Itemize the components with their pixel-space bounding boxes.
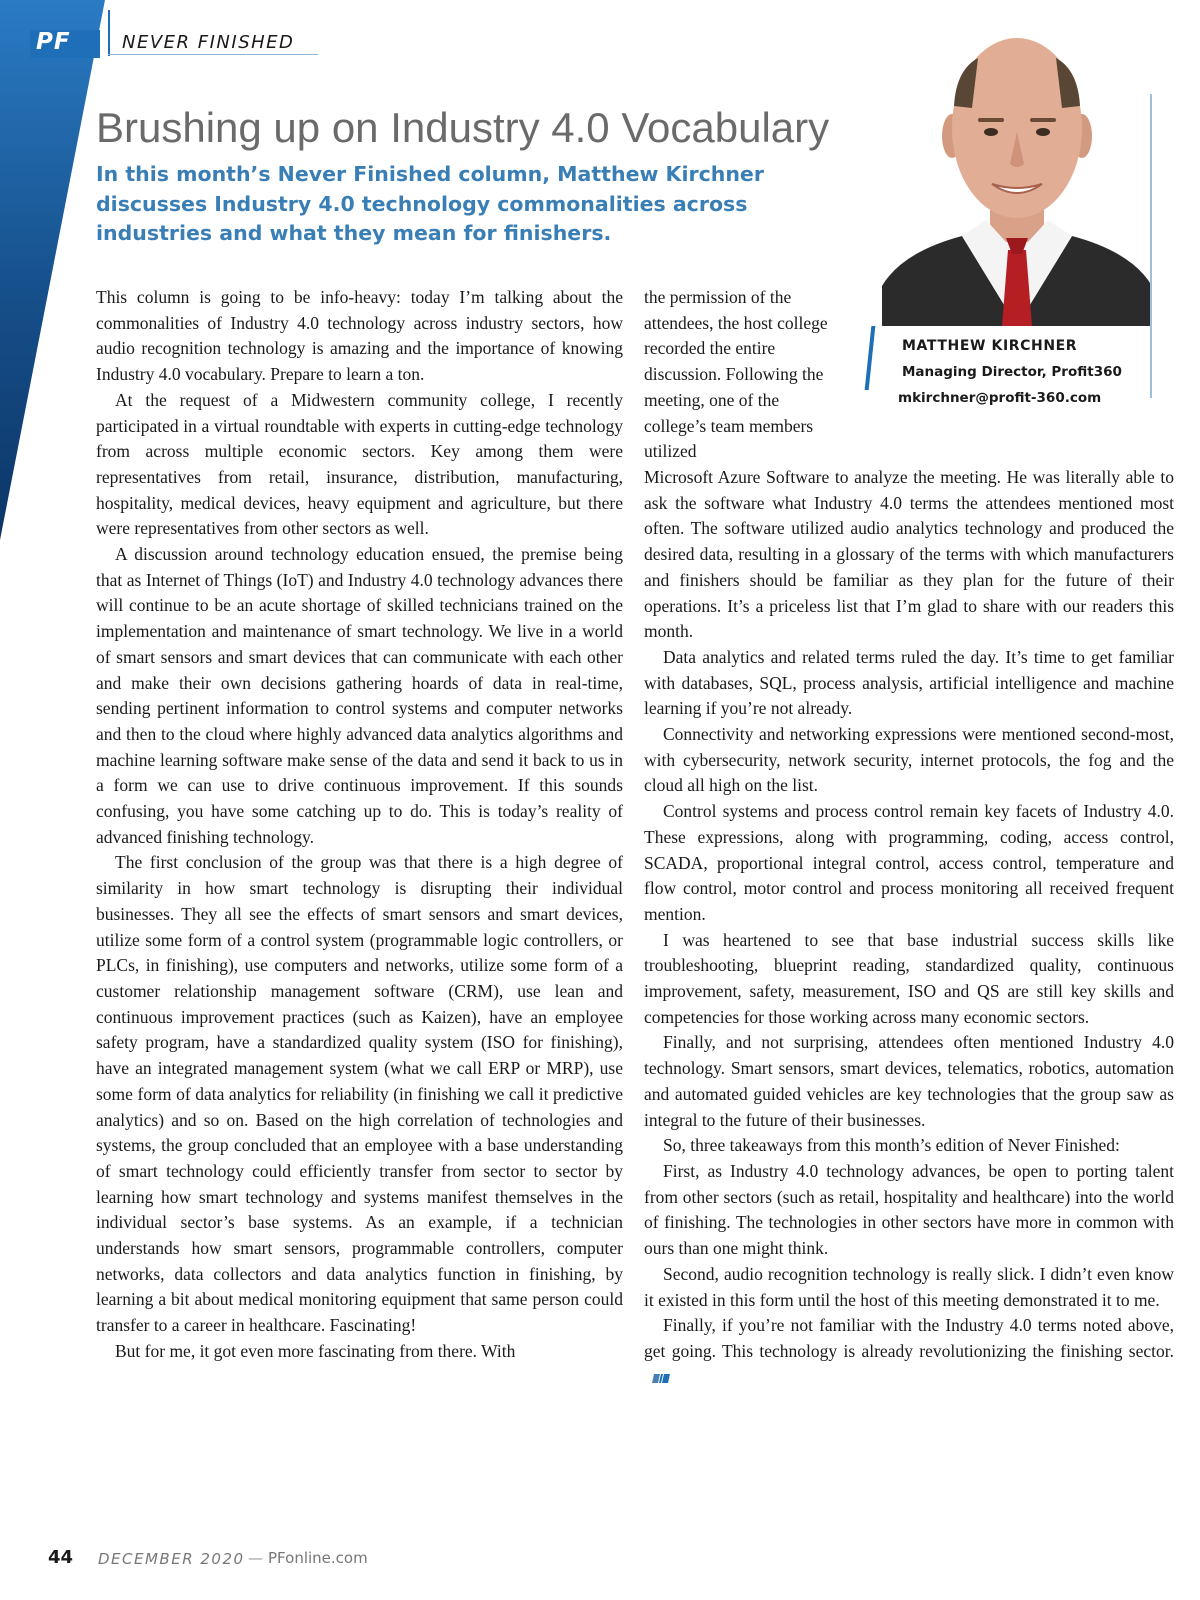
body-paragraph: I was heartened to see that base industrial success skills like troubleshooting, blueprint reading, standardized quality, continuous improvement, safety, measurement, ISO and QS are still key skills and competencies for those working across many economic sectors. [644, 929, 1174, 1027]
author-accent-bar [865, 326, 876, 390]
body-paragraph: Microsoft Azure Software to analyze the meeting. He was literally able to ask the software what Industry 4.0 terms the attendees mentioned most often. The software utilized audio analytics technology and produced the desired data, resulting in a glossary of the terms with which manufacturers and finishers should be familiar as they plan for the future of their operations. It’s a priceless list that I’m glad to share with our readers this month. [644, 467, 1174, 642]
body-column-right-intro [644, 285, 840, 465]
article-subtitle: In this month’s Never Finished column, Matthew Kirchner discusses Industry 4.0 technology commonalities across industries and what they mean for finishers. [96, 162, 764, 245]
issue-date: DECEMBER 2020 [98, 1550, 245, 1568]
page-number: 44 [48, 1547, 74, 1568]
body-paragraph: The first conclusion of the group was that there is a high degree of similarity in how smart technology is disrupting their individual businesses. They all see the effects of smart sensors and smart devices, utilize some form of a control system (programmable logic controllers, or PLCs, in finishing), use computers and networks, utilize some form of a customer relationship management software (CRM), use lean and continuous improvement practices (such as Kaizen), have an employee safety program, have a standardized quality system (ISO for finishing), have an integrated management system (what we call ERP or MRP), use some form of data analytics for reliability (in finishing we call it predictive analytics) and so on. Based on the high correlation of technologies and systems, the group concluded that an employee with a base understanding of smart technology could efficiently transfer from sector to sector by learning how smart technology and systems manifest themselves in the individual sector’s base systems. As an example, if a technician understands how smart sensors, programmable controllers, computer networks, data collectors and data analytics function in finishing, by learning a bit about medical monitoring equipment that same person could transfer to a career in healthcare. Fascinating! [96, 852, 623, 1336]
body-column-right [644, 465, 1174, 1390]
author-name: MATTHEW KIRCHNER [902, 338, 1078, 354]
body-paragraph-last [644, 1313, 1174, 1390]
author-role: Managing Director, Profit360 [902, 364, 1122, 380]
body-paragraph: Data analytics and related terms ruled the day. It’s time to get familiar with databases, SQL, process analysis, artificial intelligence and machine learning if you’re not already. [644, 646, 1174, 719]
body-paragraph: Second, audio recognition technology is really slick. I didn’t even know it existed in this form until the host of this meeting demonstrated it to me. [644, 1263, 1174, 1310]
body-paragraph: First, as Industry 4.0 technology advances, be open to porting talent from other sectors (such as retail, hospitality and healthcare) into the world of finishing. The technologies in other sectors have more in common with ours than one might think. [644, 1160, 1174, 1259]
end-of-article-icon [652, 1373, 670, 1384]
footer-separator: — [248, 1549, 263, 1567]
body-paragraph: Control systems and process control remain key facets of Industry 4.0. These expressions, along with programming, coding, access control, SCADA, proportional integral control, access control, temperature and flow control, motor control and process monitoring all received frequent mention. [644, 801, 1174, 924]
decorative-blue-wedge [0, 0, 110, 540]
author-email-link[interactable]: mkirchner@profit-360.com [898, 390, 1102, 406]
section-label: NEVER FINISHED [122, 32, 295, 53]
body-paragraph: Finally, and not surprising, attendees often mentioned Industry 4.0 technology. Smart sensors, smart devices, telematics, robotics, automation and automated guided vehicles are key technologies that the group saw as integral to the future of their businesses. [644, 1032, 1174, 1130]
photo-side-rule [1150, 94, 1152, 398]
body-paragraph: So, three takeaways from this month’s edition of Never Finished: [663, 1135, 1120, 1156]
body-paragraph: But for me, it got even more fascinating from there. With [115, 1340, 516, 1361]
body-paragraph: Connectivity and networking expressions were mentioned second-most, with cybersecurity, network security, internet protocols, the fog and the cloud all high on the list. [644, 724, 1174, 796]
body-paragraph: the permission of the attendees, the host college recorded the entire discussion. Following the meeting, one of the college’s team members utilized [644, 287, 828, 462]
section-rule [108, 10, 110, 56]
section-underline [108, 54, 318, 55]
body-column-left [96, 285, 623, 1365]
author-portrait-image [882, 24, 1152, 326]
body-paragraph: At the request of a Midwestern community college, I recently participated in a virtual roundtable with experts in cutting-edge technology from across multiple economic sectors. Key among them were representatives from retail, insurance, distribution, manufacturing, hospitality, medical devices, heavy equipment and agriculture, but there were representatives from other sectors as well. [96, 389, 623, 539]
body-paragraph: This column is going to be info-heavy: today I’m talking about the commonalities of Industry 4.0 technology across industry sectors, how audio recognition technology is amazing and the importance of knowing Industry 4.0 vocabulary. Prepare to learn a ton. [96, 287, 623, 385]
footer-website-link[interactable]: PFonline.com [268, 1549, 368, 1567]
body-paragraph-text: Finally, if you’re not familiar with the Industry 4.0 terms noted above, get going. This technology is already revolutionizing the finishing sector. [644, 1315, 1174, 1361]
publication-logo: PF [36, 29, 71, 55]
body-paragraph: A discussion around technology education ensued, the premise being that as Internet of Things (IoT) and Industry 4.0 technology advances there will continue to be an acute shortage of skilled technicians trained on the implementation and maintenance of smart technology. We live in a world of smart sensors and smart devices that can communicate with each other and make their own decisions gathering hoards of data in real-time, sending pertinent information to control systems and computer networks and then to the cloud where highly advanced data analytics algorithms and machine learning software make sense of the data and send it back to us in a form we can use to drive continuous improvement. If this sounds confusing, you have some catching up to do. This is today’s reality of advanced finishing technology. [96, 544, 623, 847]
article-title: Brushing up on Industry 4.0 Vocabulary [96, 104, 830, 151]
